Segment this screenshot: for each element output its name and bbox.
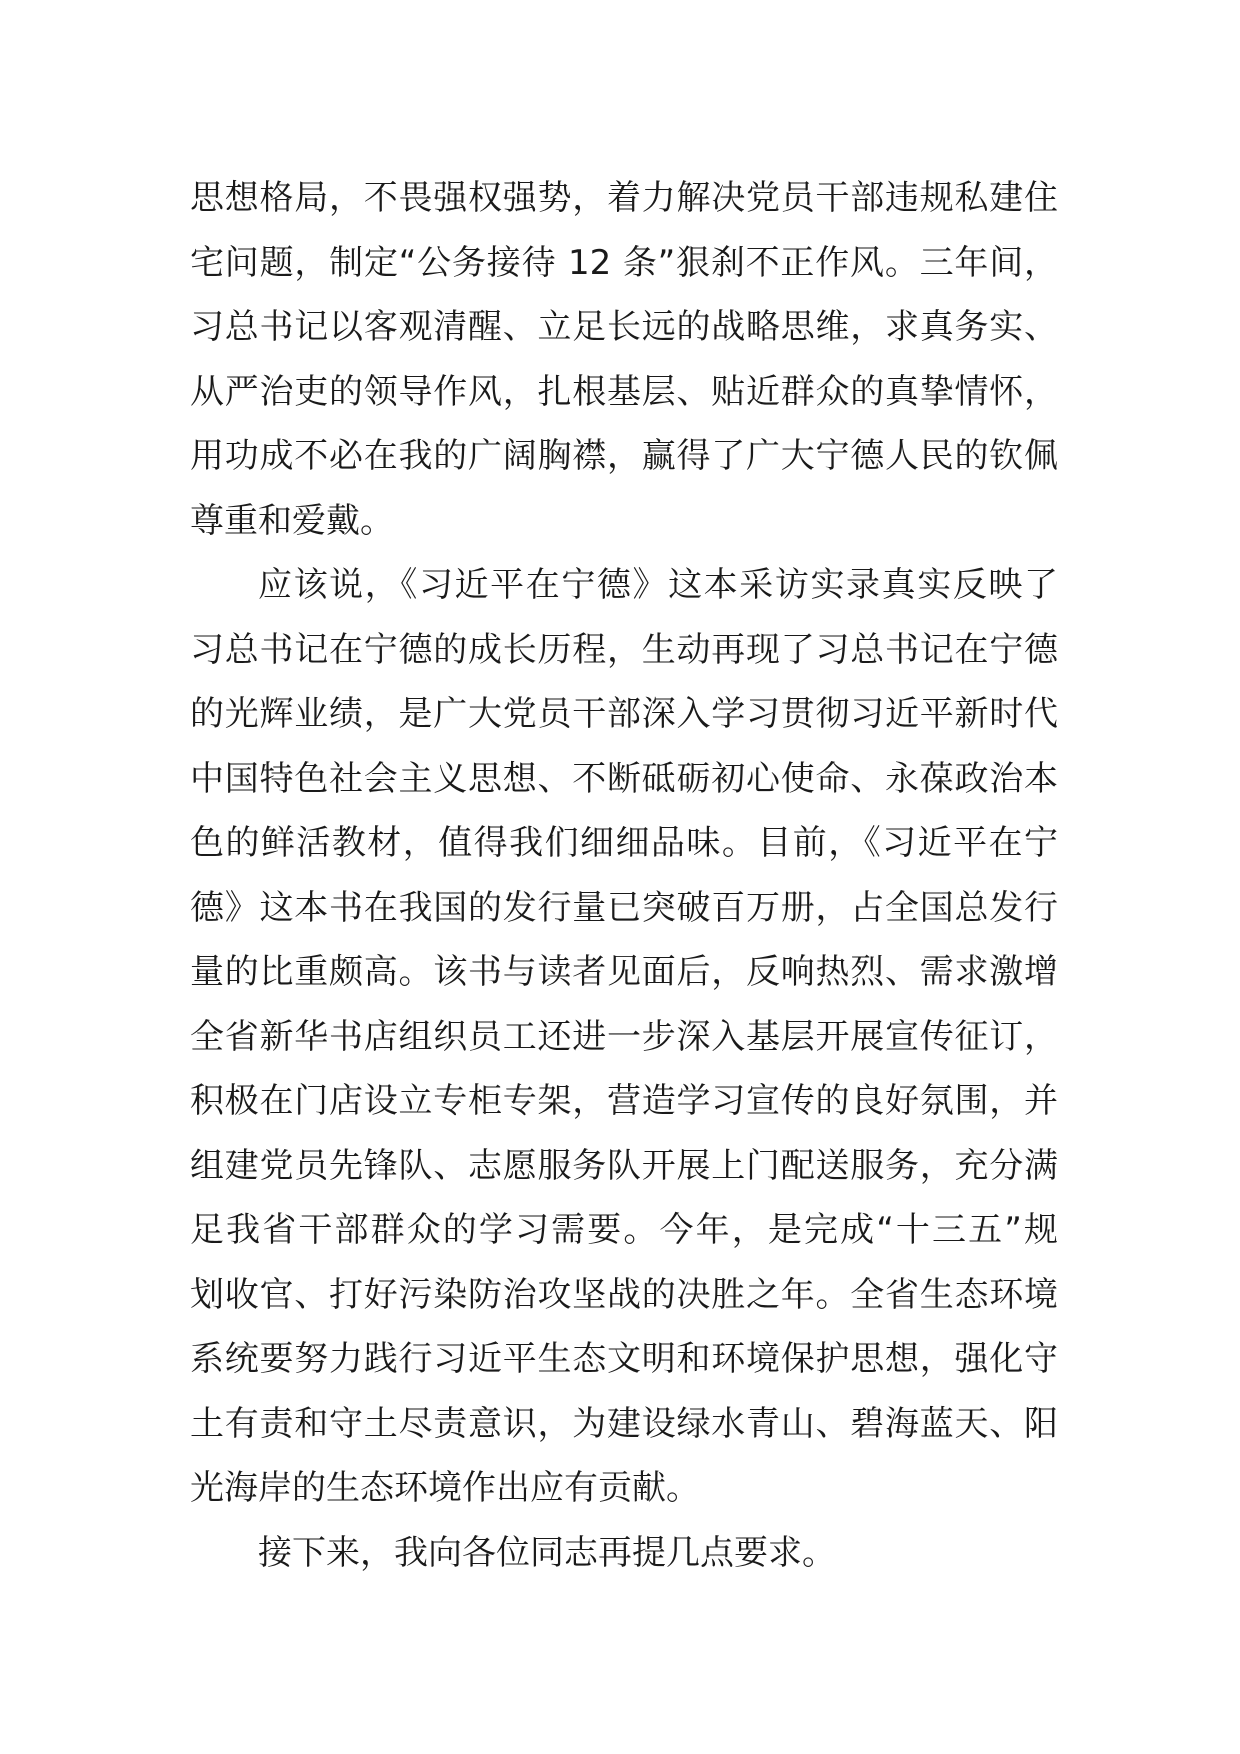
text-line: 的光辉业绩，是广大党员干部深入学习贯彻习近平新时代 [190, 694, 1058, 734]
text-line: 应该说，《习近平在宁德》这本采访实录真实反映了 [258, 565, 1058, 605]
text-line: 积极在门店设立专柜专架，营造学习宣传的良好氛围，并 [190, 1081, 1058, 1121]
text-line: 中国特色社会主义思想、不断砥砺初心使命、永葆政治本 [190, 758, 1058, 799]
text-line: 德》这本书在我国的发行量已突破百万册，占全国总发行 [190, 887, 1058, 928]
text-line: 光海岸的生态环境作出应有贡献。 [190, 1468, 700, 1508]
text-line: 系统要努力践行习近平生态文明和环境保护思想，强化守 [190, 1339, 1058, 1379]
text-line: 接下来，我向各位同志再提几点要求。 [258, 1532, 836, 1573]
text-line: 划收官、打好污染防治攻坚战的决胜之年。全省生态环境 [190, 1274, 1058, 1315]
text-line: 足我省干部群众的学习需要。今年，是完成“十三五”规 [190, 1210, 1058, 1250]
text-line: 色的鲜活教材，值得我们细细品味。目前，《习近平在宁 [190, 823, 1058, 863]
text-line: 全省新华书店组织员工还进一步深入基层开展宣传征订， [190, 1016, 1058, 1057]
text-line: 宅问题，制定“公务接待 12 条”狠刹不正作风。三年间， [190, 242, 1058, 283]
body-text [190, 166, 1058, 1585]
text-line: 组建党员先锋队、志愿服务队开展上门配送服务，充分满 [190, 1145, 1058, 1186]
text-line: 量的比重颇高。该书与读者见面后，反响热烈、需求激增 [190, 952, 1058, 992]
text-line: 习总书记以客观清醒、立足长远的战略思维，求真务实、 [190, 307, 1058, 347]
text-line: 用功成不必在我的广阔胸襟，赢得了广大宁德人民的钦佩 [190, 436, 1058, 476]
text-line: 尊重和爱戴。 [190, 500, 394, 541]
text-line: 土有责和守土尽责意识，为建设绿水青山、碧海蓝天、阳 [190, 1403, 1058, 1444]
text-line: 习总书记在宁德的成长历程，生动再现了习总书记在宁德 [190, 629, 1058, 670]
text-line: 从严治吏的领导作风，扎根基层、贴近群众的真挚情怀， [190, 371, 1058, 412]
text-line: 思想格局，不畏强权强势，着力解决党员干部违规私建住 [190, 178, 1058, 218]
